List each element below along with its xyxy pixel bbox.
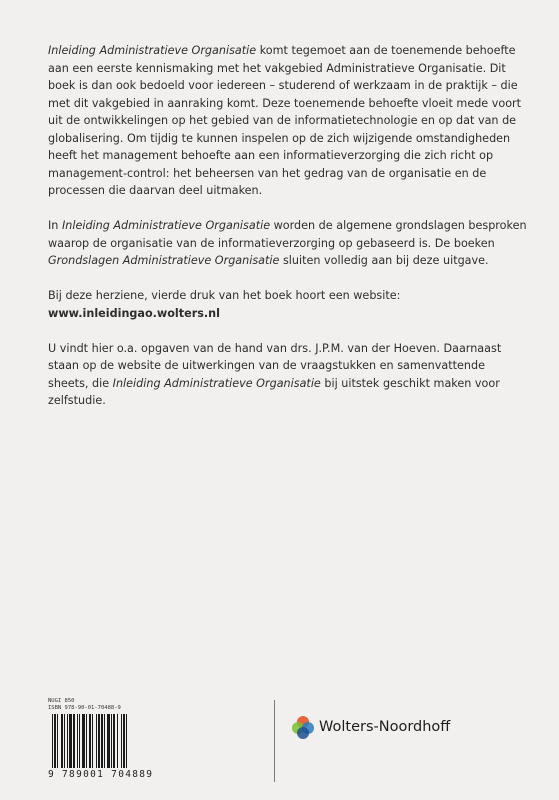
barcode-bar: [113, 714, 115, 768]
barcode-digits: 9 789001 704889: [48, 769, 154, 780]
paragraph-text: worden de algemene grondslagen besproken waarop de organisatie van de informatieverzorging op gebaseerd is. De boeken: [48, 219, 527, 250]
book-title: Inleiding Administratieve Organisatie: [61, 219, 271, 232]
barcode-bar: [89, 714, 91, 768]
barcode-bar: [82, 714, 85, 768]
paragraph-text: In: [48, 219, 62, 232]
paragraph-website: [48, 287, 528, 322]
barcode-bar: [126, 714, 127, 768]
barcode-bar: [67, 714, 68, 768]
paragraph-text: bij uitstek geschikt maken voor zelfstudie.: [48, 376, 500, 407]
divider-line: [274, 700, 275, 782]
barcode-bar: [79, 714, 80, 768]
publisher-name: Wolters-Noordhoff: [319, 719, 451, 735]
barcode-bar: [86, 714, 87, 768]
barcode-bar: [98, 714, 100, 768]
barcode-bar: [107, 714, 110, 768]
paragraph-grondslagen: [48, 217, 528, 270]
barcode-bar: [61, 714, 63, 768]
barcode-bar: [121, 714, 122, 768]
barcode-bar: [52, 714, 53, 768]
barcode-bar: [111, 714, 112, 768]
barcode-bar: [57, 714, 58, 768]
nugi-code: NUGI 850: [48, 698, 75, 704]
barcode-bar: [54, 714, 56, 768]
barcode-bar: [64, 714, 65, 768]
barcode-bar: [69, 714, 72, 768]
barcode-bars: [48, 714, 158, 768]
paragraph-text: Bij deze herziene, vierde druk van het boek hoort een website:: [48, 289, 401, 302]
isbn-code: ISBN 978-90-01-70488-9: [48, 705, 121, 711]
barcode-bar: [73, 714, 75, 768]
website-url: www.inleidingao.wolters.nl: [48, 306, 220, 320]
book-title-grondslagen: Grondslagen Administratieve Organisatie: [48, 254, 280, 267]
publisher-logo-icon: [290, 714, 316, 740]
barcode-bar: [101, 714, 103, 768]
paragraph-resources: [48, 340, 528, 410]
barcode-bar: [92, 714, 93, 768]
paragraph-text: sluiten volledig aan bij deze uitgave.: [279, 254, 489, 267]
barcode-bar: [77, 714, 78, 768]
book-title: Inleiding Administratieve Organisatie: [48, 44, 257, 57]
barcode-bar: [123, 714, 125, 768]
back-cover-text: [48, 42, 528, 427]
barcode-bar: [117, 714, 118, 768]
barcode-block: [48, 698, 158, 780]
paragraph-text: U vindt hier o.a. opgaven van de hand van drs. J.P.M. van der Hoeven. Daarnaast staan op de website de uitwerkingen van de vraagstukken en samenvattende sheets, die: [48, 341, 502, 390]
publisher-brand: [290, 714, 450, 740]
book-title: Inleiding Administratieve Organisatie: [112, 376, 321, 390]
barcode-bar: [104, 714, 105, 768]
paragraph-text: komt tegemoet aan de toenemende behoefte aan een eerste kennismaking met het vakgebied Administratieve Organisatie. Dit boek is dan ook bedoeld voor iedereen – studerend of werkzaam in de praktijk – die met dit vakgebied in aanraking komt. Deze toenemende behoefte vloeit mede voort uit de ontwikkelingen op het gebied van de informatietechnologie en op dat van de globalisering. Om tijdig te kunnen inspelen op de zich wijzigende omstandigheden heeft het management behoefte aan een informatieverzorging die zich richt op management-control: het beheersen van het gedrag van de organisatie en de processen die daarvan deel uitmaken.: [48, 44, 522, 197]
paragraph-intro: [48, 42, 528, 200]
barcode-bar: [96, 714, 97, 768]
